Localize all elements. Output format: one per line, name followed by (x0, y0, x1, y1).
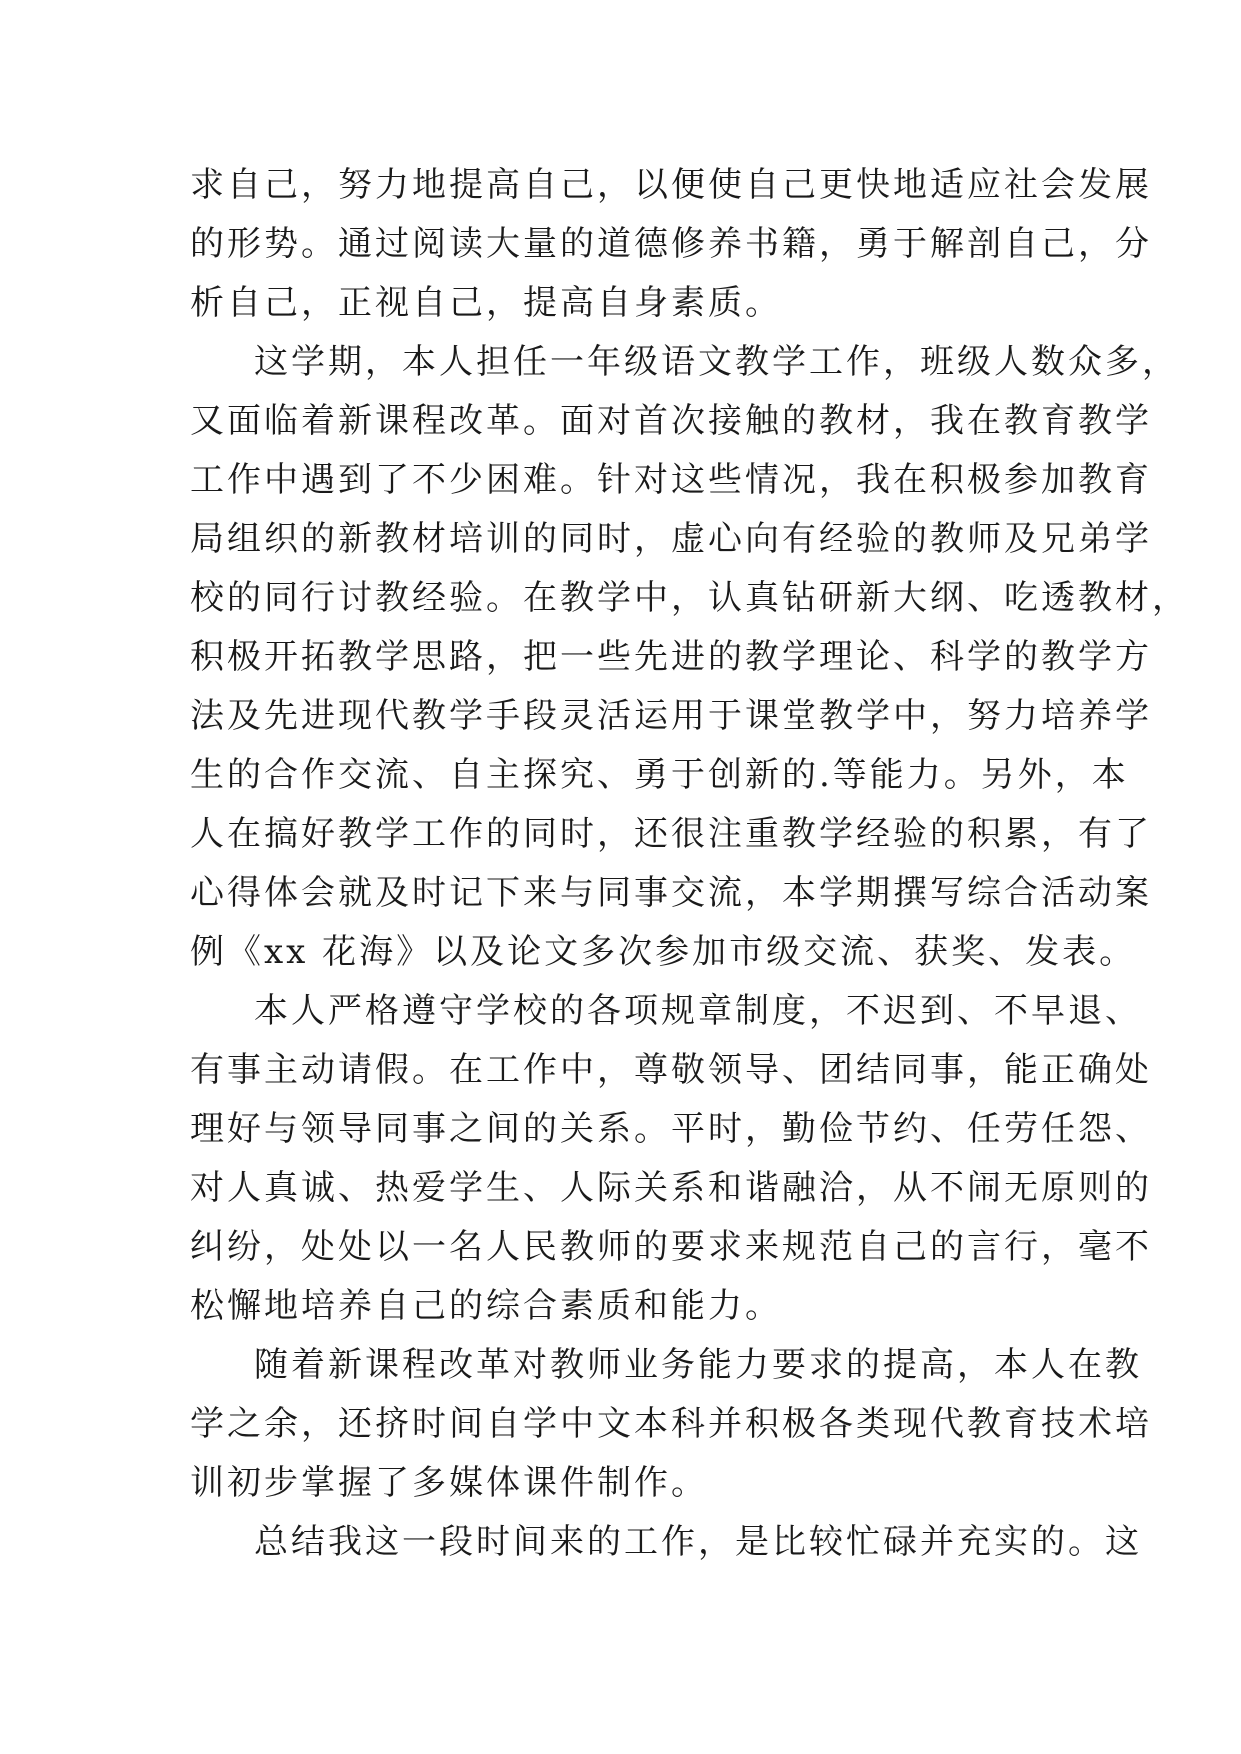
text-line: 校的同行讨教经验。在教学中，认真钻研新大纲、吃透教材， (190, 578, 1189, 618)
paragraph-start-line: 随着新课程改革对教师业务能力要求的提高，本人在教 (254, 1345, 1142, 1385)
text-line: 求自己，努力地提高自己，以便使自己更快地适应社会发展 (190, 165, 1152, 205)
paragraph-start-line: 本人严格遵守学校的各项规章制度，不迟到、不早退、 (254, 991, 1142, 1031)
text-line: 松懈地培养自己的综合素质和能力。 (190, 1286, 782, 1326)
text-line: 工作中遇到了不少困难。针对这些情况，我在积极参加教育 (190, 460, 1152, 500)
text-line: 学之余，还挤时间自学中文本科并积极各类现代教育技术培 (190, 1404, 1152, 1444)
text-line: 析自己，正视自己，提高自身素质。 (190, 283, 782, 323)
paragraph-start-line: 总结我这一段时间来的工作，是比较忙碌并充实的。这 (254, 1522, 1142, 1562)
text-line: 心得体会就及时记下来与同事交流，本学期撰写综合活动案 (190, 873, 1152, 913)
text-line: 又面临着新课程改革。面对首次接触的教材，我在教育教学 (190, 401, 1152, 441)
text-line: 理好与领导同事之间的关系。平时，勤俭节约、任劳任怨、 (190, 1109, 1152, 1149)
text-line: 对人真诚、热爱学生、人际关系和谐融洽，从不闹无原则的 (190, 1168, 1152, 1208)
text-line: 积极开拓教学思路，把一些先进的教学理论、科学的教学方 (190, 637, 1152, 677)
text-line: 有事主动请假。在工作中，尊敬领导、团结同事，能正确处 (190, 1050, 1152, 1090)
text-line: 例《xx 花海》以及论文多次参加市级交流、获奖、发表。 (190, 932, 1137, 972)
text-line: 纠纷，处处以一名人民教师的要求来规范自己的言行，毫不 (190, 1227, 1152, 1267)
text-line: 人在搞好教学工作的同时，还很注重教学经验的积累，有了 (190, 814, 1152, 854)
document-body (190, 156, 1189, 1572)
text-line: 训初步掌握了多媒体课件制作。 (190, 1463, 708, 1503)
text-line: 法及先进现代教学手段灵活运用于课堂教学中，努力培养学 (190, 696, 1152, 736)
paragraph-start-line: 这学期，本人担任一年级语文教学工作，班级人数众多， (254, 342, 1179, 382)
text-line: 局组织的新教材培训的同时，虚心向有经验的教师及兄弟学 (190, 519, 1152, 559)
text-line: 的形势。通过阅读大量的道德修养书籍，勇于解剖自己，分 (190, 224, 1152, 264)
text-line: 生的合作交流、自主探究、勇于创新的.等能力。另外，本 (190, 755, 1129, 795)
